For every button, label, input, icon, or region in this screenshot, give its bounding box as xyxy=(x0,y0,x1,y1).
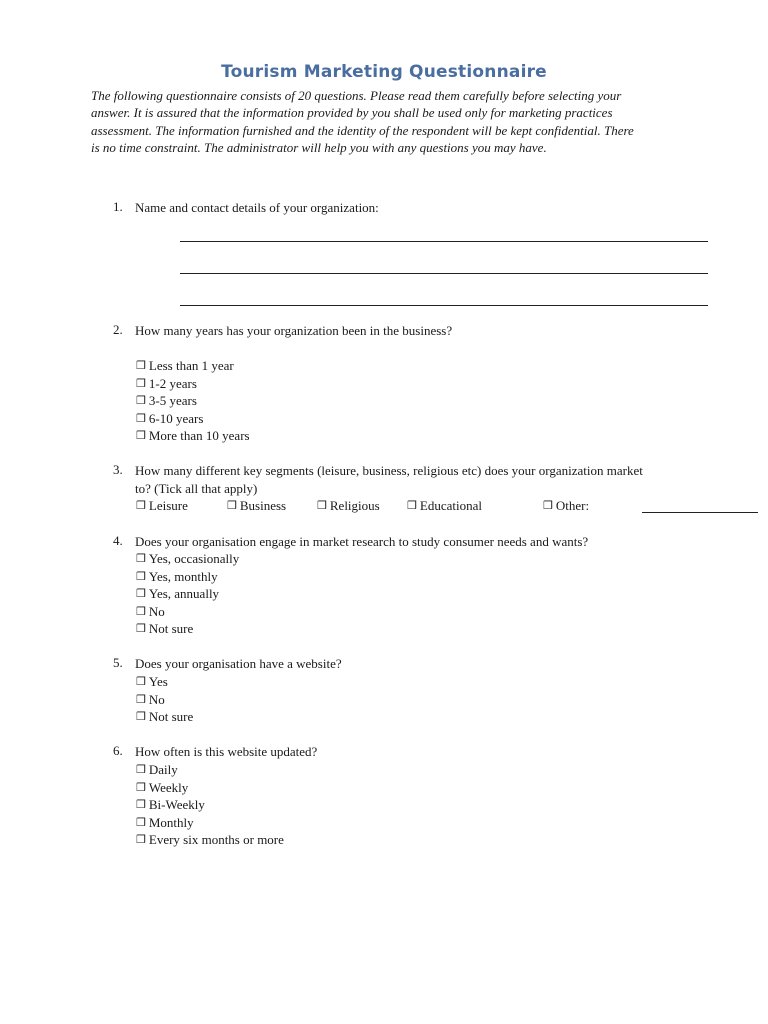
segment-option-religious[interactable] xyxy=(317,498,380,514)
option-label: No xyxy=(148,691,165,707)
checkbox-icon[interactable]: ❒ xyxy=(136,623,146,635)
checkbox-icon[interactable]: ❒ xyxy=(136,605,146,618)
question-number: 5. xyxy=(113,655,123,670)
checkbox-icon[interactable]: ❒ xyxy=(543,500,553,512)
option-label: Leisure xyxy=(148,498,188,513)
checkbox-icon[interactable]: ❒ xyxy=(136,553,146,565)
segment-option-other[interactable] xyxy=(543,498,589,514)
option-label: Yes, monthly xyxy=(148,568,218,584)
option-label: Less than 1 year xyxy=(148,358,234,373)
option[interactable] xyxy=(136,708,193,728)
option-label: Not sure xyxy=(148,709,194,724)
option-label: Weekly xyxy=(148,779,189,795)
option-label: 1-2 years xyxy=(148,375,197,391)
option-label: Every six months or more xyxy=(148,832,284,847)
checkbox-icon[interactable]: ❒ xyxy=(136,570,146,583)
option-label: No xyxy=(148,603,165,619)
option-label: Monthly xyxy=(148,814,194,830)
segment-option-business[interactable] xyxy=(227,498,286,514)
checkbox-icon[interactable]: ❒ xyxy=(136,834,146,846)
checkbox-icon[interactable]: ❒ xyxy=(136,430,146,442)
checkbox-icon[interactable]: ❒ xyxy=(136,711,146,723)
checkbox-icon[interactable]: ❒ xyxy=(136,500,146,512)
question-number: 1. xyxy=(113,199,123,214)
other-answer-line[interactable] xyxy=(642,512,758,513)
checkbox-icon[interactable]: ❒ xyxy=(136,764,146,776)
checkbox-icon[interactable]: ❒ xyxy=(136,377,146,390)
intro-line: is no time constraint. The administrator will help you with any questions you may have. xyxy=(91,140,547,156)
option-label: Yes xyxy=(148,674,168,689)
question-number: 6. xyxy=(113,743,123,758)
checkbox-icon[interactable]: ❒ xyxy=(136,781,146,794)
intro-line: assessment. The information furnished and the identity of the respondent will be kept confidential. There xyxy=(91,122,634,138)
question-number: 3. xyxy=(113,462,123,477)
option-label: More than 10 years xyxy=(148,428,250,443)
page-title: Tourism Marketing Questionnaire xyxy=(221,62,547,82)
checkbox-icon[interactable]: ❒ xyxy=(136,412,146,425)
option-label: Daily xyxy=(148,762,178,777)
question-text: How often is this website updated? xyxy=(135,744,318,759)
question-text: Name and contact details of your organization: xyxy=(135,200,379,215)
segment-option-leisure[interactable] xyxy=(136,498,188,514)
question-text-line: to? (Tick all that apply) xyxy=(135,481,258,496)
option[interactable] xyxy=(136,831,284,851)
checkbox-icon[interactable]: ❒ xyxy=(317,500,327,512)
option-label: Yes, annually xyxy=(148,586,220,601)
question-text-line: How many different key segments (leisure, business, religious etc) does your organization market xyxy=(135,463,643,478)
option[interactable] xyxy=(136,620,193,640)
question-number: 2. xyxy=(113,322,123,337)
checkbox-icon[interactable]: ❒ xyxy=(407,500,417,512)
option-label: Yes, occasionally xyxy=(148,551,240,566)
intro-line: The following questionnaire consists of 20 questions. Please read them carefully before selecting your xyxy=(91,88,622,103)
checkbox-icon[interactable]: ❒ xyxy=(136,693,146,706)
option-label: Religious xyxy=(329,498,380,513)
option-label: Educational xyxy=(419,498,482,513)
checkbox-icon[interactable]: ❒ xyxy=(136,676,146,688)
intro-line: answer. It is assured that the information provided by you shall be used only for marketing practices xyxy=(91,105,613,121)
option-label: Business xyxy=(239,498,287,513)
question-text: How many years has your organization been in the business? xyxy=(135,323,453,338)
answer-line[interactable] xyxy=(180,273,708,274)
checkbox-icon[interactable]: ❒ xyxy=(136,816,146,829)
segment-option-educational[interactable] xyxy=(407,498,482,514)
option-label: 6-10 years xyxy=(148,410,204,426)
intro-paragraph xyxy=(91,87,681,157)
question-text: Does your organisation engage in market research to study consumer needs and wants? xyxy=(135,534,589,549)
question-text: Does your organisation have a website? xyxy=(135,656,342,671)
checkbox-icon[interactable]: ❒ xyxy=(136,360,146,372)
option-label: 3-5 years xyxy=(148,393,197,408)
checkbox-icon[interactable]: ❒ xyxy=(227,500,237,512)
answer-line[interactable] xyxy=(180,305,708,306)
answer-line[interactable] xyxy=(180,241,708,242)
checkbox-icon[interactable]: ❒ xyxy=(136,395,146,407)
option-label: Not sure xyxy=(148,621,194,636)
checkbox-icon[interactable]: ❒ xyxy=(136,799,146,811)
checkbox-icon[interactable]: ❒ xyxy=(136,588,146,600)
option-label: Other: xyxy=(555,498,590,513)
option[interactable] xyxy=(136,427,250,447)
question-text xyxy=(135,462,735,498)
question-number: 4. xyxy=(113,533,123,548)
option-label: Bi-Weekly xyxy=(148,797,205,812)
